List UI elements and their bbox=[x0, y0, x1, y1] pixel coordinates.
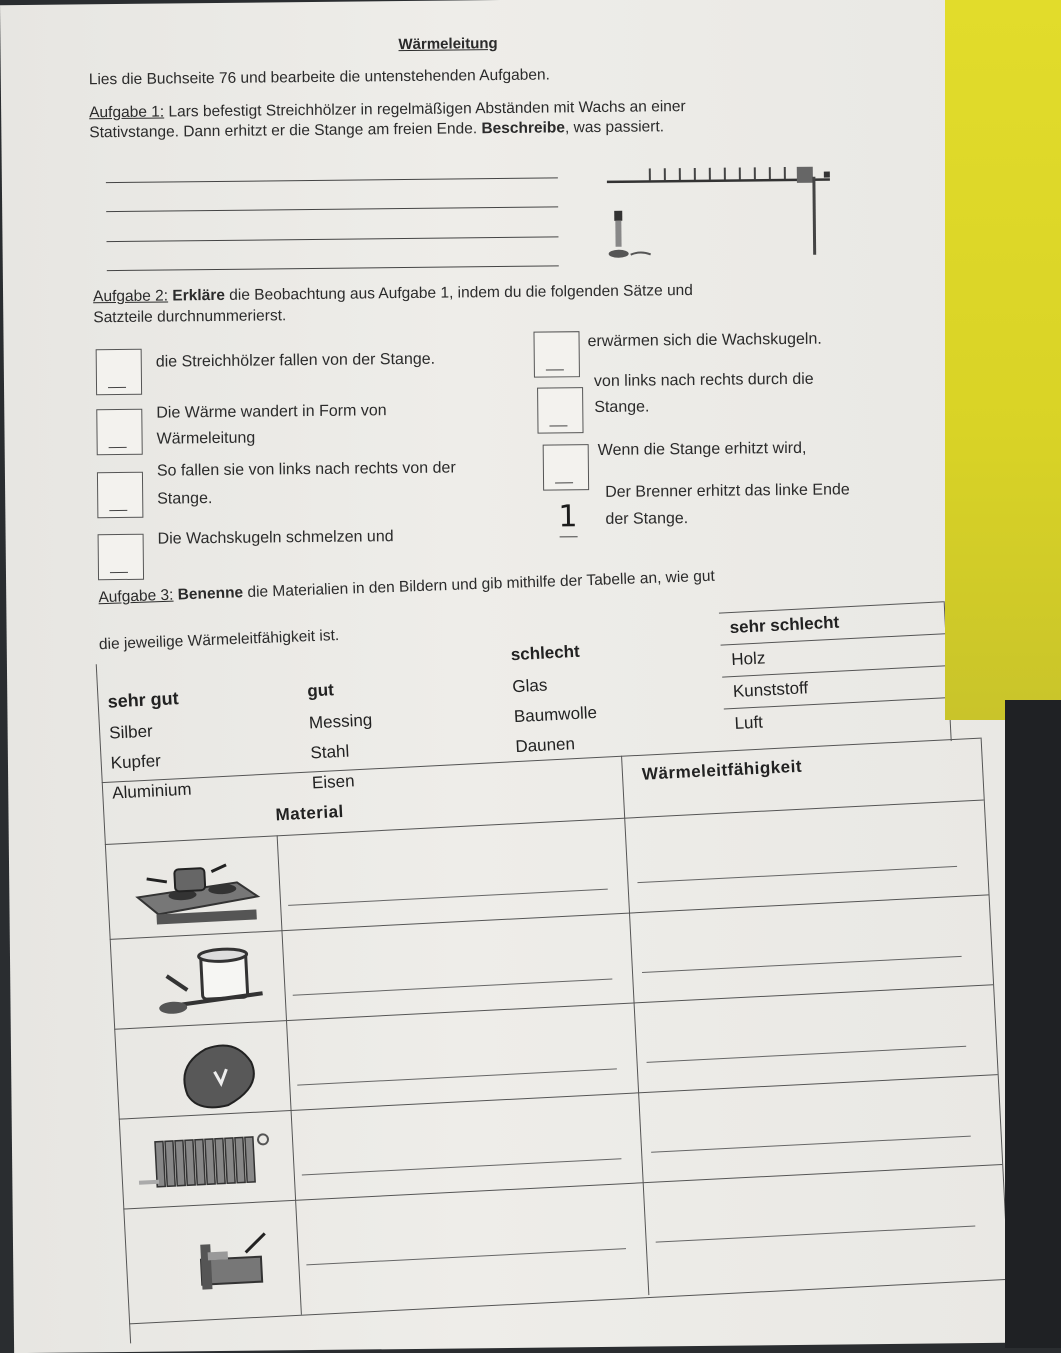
page-title: Wärmeleitung bbox=[398, 35, 497, 53]
task3-label: Aufgabe 3: bbox=[98, 587, 174, 607]
task2-line2: Satzteile durchnummerierst. bbox=[93, 307, 286, 327]
task1-instruction: Beschreibe bbox=[481, 119, 565, 137]
yellow-folder-edge bbox=[945, 0, 1061, 720]
answer-line-1[interactable] bbox=[106, 177, 558, 183]
column-header-conductivity: Wärmeleitfähigkeit bbox=[642, 757, 803, 785]
bed-icon bbox=[184, 1220, 288, 1305]
radiator-icon bbox=[134, 1120, 287, 1197]
left-item-3: So fallen sie von links nach rechts von der bbox=[157, 459, 456, 480]
conductivity-answer-line[interactable] bbox=[642, 956, 962, 973]
legend-item: Stahl bbox=[310, 742, 350, 764]
legend-item: Kunststoff bbox=[732, 678, 808, 702]
task1-text2: Stativstange. Dann erhitzt er die Stange am freien Ende. bbox=[89, 120, 477, 141]
task1-line2 bbox=[89, 118, 664, 142]
number-box-left-3[interactable] bbox=[97, 472, 143, 518]
legend-item: Daunen bbox=[515, 734, 575, 757]
stove-icon bbox=[126, 851, 269, 928]
background-surface bbox=[1005, 700, 1061, 1348]
conductivity-table bbox=[95, 597, 1059, 1343]
right-item-4: Der Brenner erhitzt das linke Ende bbox=[605, 481, 850, 502]
right-item-2: von links nach rechts durch die bbox=[594, 371, 814, 391]
legend-item: Holz bbox=[731, 648, 766, 670]
task1-label: Aufgabe 1: bbox=[89, 104, 164, 122]
number-box-right-4[interactable]: 1 bbox=[548, 499, 592, 543]
conductivity-answer-line[interactable] bbox=[656, 1225, 976, 1242]
number-box-left-4[interactable] bbox=[98, 534, 144, 580]
left-item-3-cont: Stange. bbox=[157, 490, 212, 509]
right-item-1: erwärmen sich die Wachskugeln. bbox=[587, 331, 821, 351]
number-box-right-2[interactable] bbox=[537, 387, 583, 433]
column-header-material: Material bbox=[275, 802, 344, 825]
task2-label: Aufgabe 2: bbox=[93, 287, 168, 305]
left-item-4: Die Wachskugeln schmelzen und bbox=[158, 528, 394, 548]
material-answer-line[interactable] bbox=[293, 979, 613, 996]
task3-line2: die jeweilige Wärmeleitfähigkeit ist. bbox=[99, 627, 340, 654]
material-answer-line[interactable] bbox=[306, 1248, 626, 1265]
right-item-2-cont: Stange. bbox=[594, 398, 649, 417]
task3-instruction: Benenne bbox=[177, 584, 243, 603]
number-box-left-2[interactable] bbox=[96, 409, 142, 455]
material-answer-line[interactable] bbox=[302, 1158, 622, 1175]
left-item-1: die Streichhölzer fallen von der Stange. bbox=[156, 351, 435, 372]
answer-line-4[interactable] bbox=[107, 265, 559, 271]
conductivity-answer-line[interactable] bbox=[637, 866, 957, 883]
answer-line-3[interactable] bbox=[107, 236, 559, 242]
number-box-right-3[interactable] bbox=[543, 444, 589, 490]
answer-line-2[interactable] bbox=[106, 206, 558, 212]
material-answer-line[interactable] bbox=[288, 889, 608, 906]
left-item-2-cont: Wärmeleitung bbox=[156, 430, 255, 449]
legend-item: Messing bbox=[309, 710, 373, 733]
number-box-right-1[interactable] bbox=[533, 331, 579, 377]
legend-item: Eisen bbox=[312, 771, 355, 793]
intro-text: Lies die Buchseite 76 und bearbeite die untenstehenden Aufgaben. bbox=[89, 66, 550, 89]
legend-item: Silber bbox=[109, 721, 153, 743]
legend-item: Baumwolle bbox=[513, 703, 597, 727]
task1-instruction-rest: , was passiert. bbox=[565, 118, 664, 136]
number-box-left-1[interactable] bbox=[96, 349, 142, 395]
task2-instruction: Erkläre bbox=[172, 287, 225, 305]
task2-text1: die Beobachtung aus Aufgabe 1, indem du die folgenden Sätze und bbox=[225, 282, 693, 304]
conductivity-answer-line[interactable] bbox=[647, 1046, 967, 1063]
conductivity-answer-line[interactable] bbox=[651, 1136, 971, 1153]
task3-text1: die Materialien in den Bildern und gib mithilfe der Tabelle an, wie gut bbox=[243, 568, 715, 601]
legend-item: Luft bbox=[734, 713, 763, 734]
stand-rod-illustration bbox=[602, 146, 843, 269]
legend-header-gut: gut bbox=[307, 680, 334, 701]
pot-spoon-icon bbox=[150, 941, 274, 1027]
legend-item: Glas bbox=[512, 675, 548, 697]
legend-header-schlecht: schlecht bbox=[510, 642, 580, 665]
right-item-3: Wenn die Stange erhitzt wird, bbox=[598, 440, 807, 460]
legend-item: Aluminium bbox=[112, 780, 192, 804]
oven-mitt-icon bbox=[165, 1031, 279, 1116]
legend-header-sehr-gut: sehr gut bbox=[107, 688, 179, 713]
right-item-4-cont: der Stange. bbox=[605, 510, 688, 529]
legend-header-sehr-schlecht: sehr schlecht bbox=[729, 613, 839, 639]
legend-item: Kupfer bbox=[110, 751, 161, 774]
material-answer-line[interactable] bbox=[297, 1068, 617, 1085]
task3-line1 bbox=[98, 568, 715, 608]
task1-text1: Lars befestigt Streichhölzer in regelmäßigen Abständen mit Wachs an einer bbox=[168, 98, 685, 120]
left-item-2: Die Wärme wandert in Form von bbox=[156, 402, 386, 422]
task2-line1 bbox=[93, 282, 693, 306]
